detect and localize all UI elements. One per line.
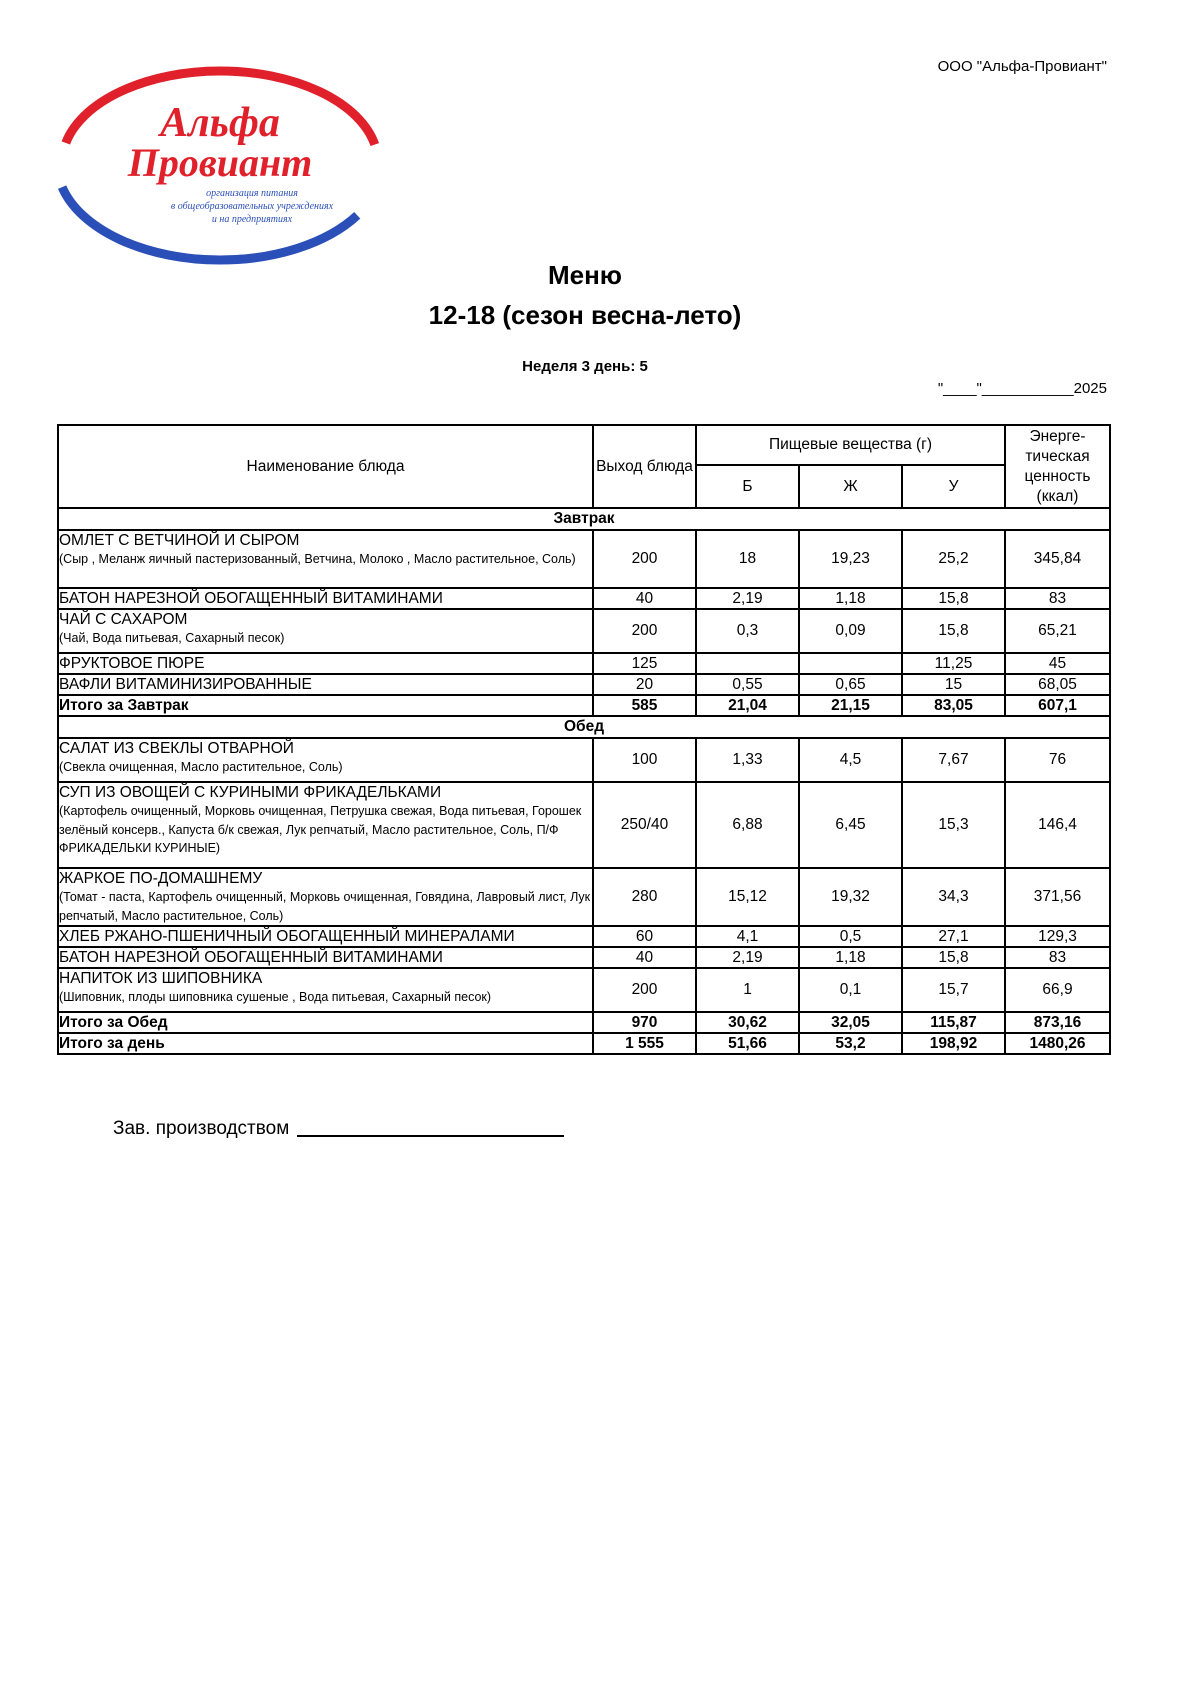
cell-energy: 607,1 (1005, 695, 1110, 716)
table-row (58, 674, 1110, 695)
cell-output: 250/40 (593, 782, 696, 868)
header-energy: Энерге-тическая ценность (ккал) (1005, 425, 1110, 508)
signature-block (113, 1118, 564, 1140)
signature-line (297, 1135, 564, 1137)
table-row (58, 738, 1110, 782)
page-title: Меню (547, 260, 623, 290)
cell-fat: 1,18 (799, 588, 902, 609)
cell-protein: 21,04 (696, 695, 799, 716)
logo-tagline3: и на предприятиях (211, 214, 293, 225)
page-subtitle: 12-18 (сезон весна-лето) (428, 300, 742, 330)
table-row (58, 947, 1110, 968)
cell-energy: 76 (1005, 738, 1110, 782)
cell-energy: 146,4 (1005, 782, 1110, 868)
cell-energy: 1480,26 (1005, 1033, 1110, 1054)
cell-protein: 0,55 (696, 674, 799, 695)
cell-protein: 1,33 (696, 738, 799, 782)
cell-fat: 0,09 (799, 609, 902, 653)
cell-energy: 371,56 (1005, 868, 1110, 926)
cell-carbs: 115,87 (902, 1012, 1005, 1033)
section-row (58, 508, 1110, 530)
day-total-row (58, 1033, 1110, 1054)
cell-energy: 345,84 (1005, 530, 1110, 588)
dish-name: ФРУКТОВОЕ ПЮРЕ (59, 655, 205, 672)
section-title: Завтрак (58, 508, 1110, 530)
week-day-label: Неделя 3 день: 5 (522, 358, 648, 375)
table-row (58, 530, 1110, 588)
header-nutrients: Пищевые вещества (г) (696, 425, 1005, 465)
cell-protein: 15,12 (696, 868, 799, 926)
cell-carbs: 25,2 (902, 530, 1005, 588)
table-row (58, 782, 1110, 868)
cell-protein (696, 653, 799, 674)
cell-protein: 51,66 (696, 1033, 799, 1054)
dish-name: САЛАТ ИЗ СВЕКЛЫ ОТВАРНОЙ (59, 740, 294, 757)
date-field: "____"___________2025 (937, 380, 1107, 397)
dish-cell (58, 588, 593, 609)
dish-name: ЧАЙ С САХАРОМ (59, 611, 188, 628)
cell-fat: 4,5 (799, 738, 902, 782)
dish-cell (58, 609, 593, 653)
table-row (58, 609, 1110, 653)
dish-composition: (Картофель очищенный, Морковь очищенная, Петрушка свежая, Вода питьевая, Горошек зелёный консерв., Капуста б/к свежая, Лук репчатый, Масло растительное, Соль, П/Ф ФРИКАДЕЛЬКИ КУРИНЫЕ) (59, 804, 582, 855)
header-fat: Ж (799, 465, 902, 508)
logo-line1: Альфа (160, 100, 280, 146)
cell-protein: 1 (696, 968, 799, 1012)
cell-output: 280 (593, 868, 696, 926)
dish-cell (58, 947, 593, 968)
dish-cell (58, 674, 593, 695)
table-row (58, 968, 1110, 1012)
dish-name: ХЛЕБ РЖАНО-ПШЕНИЧНЫЙ ОБОГАЩЕННЫЙ МИНЕРАЛАМИ (59, 928, 515, 945)
cell-output: 60 (593, 926, 696, 947)
section-title: Обед (58, 716, 1110, 738)
header-dish-name: Наименование блюда (58, 425, 593, 508)
cell-output: 20 (593, 674, 696, 695)
cell-protein: 30,62 (696, 1012, 799, 1033)
cell-output: 200 (593, 609, 696, 653)
cell-carbs: 7,67 (902, 738, 1005, 782)
table-row (58, 653, 1110, 674)
dish-cell (58, 968, 593, 1012)
dish-name: БАТОН НАРЕЗНОЙ ОБОГАЩЕННЫЙ ВИТАМИНАМИ (59, 949, 443, 966)
cell-fat: 0,5 (799, 926, 902, 947)
table-row (58, 926, 1110, 947)
cell-carbs: 83,05 (902, 695, 1005, 716)
cell-carbs: 11,25 (902, 653, 1005, 674)
cell-carbs: 15,8 (902, 947, 1005, 968)
cell-carbs: 15,7 (902, 968, 1005, 1012)
logo-tagline1: организация питания (206, 188, 298, 199)
cell-energy: 68,05 (1005, 674, 1110, 695)
total-label: Итого за Обед (58, 1012, 593, 1033)
dish-cell (58, 653, 593, 674)
dish-cell (58, 530, 593, 588)
total-row (58, 1012, 1110, 1033)
cell-fat: 19,23 (799, 530, 902, 588)
cell-fat: 53,2 (799, 1033, 902, 1054)
total-row (58, 695, 1110, 716)
cell-protein: 18 (696, 530, 799, 588)
dish-name: НАПИТОК ИЗ ШИПОВНИКА (59, 970, 263, 987)
dish-composition: (Томат - паста, Картофель очищенный, Морковь очищенная, Говядина, Лавровый лист, Лук репчатый, Масло растительное, Соль) (59, 890, 591, 923)
cell-output: 585 (593, 695, 696, 716)
dish-cell (58, 926, 593, 947)
cell-output: 200 (593, 530, 696, 588)
cell-output: 40 (593, 588, 696, 609)
header-carbs: У (902, 465, 1005, 508)
cell-fat: 1,18 (799, 947, 902, 968)
cell-output: 100 (593, 738, 696, 782)
cell-carbs: 34,3 (902, 868, 1005, 926)
cell-energy: 65,21 (1005, 609, 1110, 653)
dish-composition: (Чай, Вода питьевая, Сахарный песок) (59, 631, 285, 645)
cell-fat: 6,45 (799, 782, 902, 868)
dish-composition: (Шиповник, плоды шиповника сушеные , Вода питьевая, Сахарный песок) (59, 990, 492, 1004)
cell-carbs: 198,92 (902, 1033, 1005, 1054)
cell-output: 40 (593, 947, 696, 968)
cell-protein: 4,1 (696, 926, 799, 947)
table-row (58, 588, 1110, 609)
company-logo (52, 58, 388, 268)
cell-energy: 83 (1005, 947, 1110, 968)
cell-carbs: 27,1 (902, 926, 1005, 947)
header-output: Выход блюда (593, 425, 696, 508)
cell-fat: 0,1 (799, 968, 902, 1012)
cell-output: 200 (593, 968, 696, 1012)
dish-name: ВАФЛИ ВИТАМИНИЗИРОВАННЫЕ (59, 676, 312, 693)
cell-carbs: 15,8 (902, 609, 1005, 653)
section-row (58, 716, 1110, 738)
cell-fat: 19,32 (799, 868, 902, 926)
dish-cell (58, 782, 593, 868)
cell-energy: 83 (1005, 588, 1110, 609)
cell-carbs: 15,3 (902, 782, 1005, 868)
logo-tagline2: в общеобразовательных учреждениях (170, 201, 334, 212)
cell-fat: 0,65 (799, 674, 902, 695)
cell-energy: 66,9 (1005, 968, 1110, 1012)
cell-fat (799, 653, 902, 674)
dish-name: ЖАРКОЕ ПО-ДОМАШНЕМУ (59, 870, 263, 887)
dish-composition: (Сыр , Меланж яичный пастеризованный, Ветчина, Молоко , Масло растительное, Соль) (59, 552, 576, 566)
cell-protein: 0,3 (696, 609, 799, 653)
table-row (58, 868, 1110, 926)
header-protein: Б (696, 465, 799, 508)
total-label: Итого за Завтрак (58, 695, 593, 716)
cell-fat: 21,15 (799, 695, 902, 716)
cell-output: 125 (593, 653, 696, 674)
cell-energy: 45 (1005, 653, 1110, 674)
cell-protein: 2,19 (696, 947, 799, 968)
dish-cell (58, 868, 593, 926)
cell-energy: 873,16 (1005, 1012, 1110, 1033)
dish-name: БАТОН НАРЕЗНОЙ ОБОГАЩЕННЫЙ ВИТАМИНАМИ (59, 590, 443, 607)
signature-label: Зав. производством (113, 1118, 290, 1139)
menu-table (57, 424, 1111, 1055)
cell-protein: 6,88 (696, 782, 799, 868)
dish-cell (58, 738, 593, 782)
company-name: ООО "Альфа-Провиант" (937, 58, 1107, 75)
cell-fat: 32,05 (799, 1012, 902, 1033)
logo-line2: Провиант (127, 140, 313, 185)
cell-carbs: 15,8 (902, 588, 1005, 609)
cell-protein: 2,19 (696, 588, 799, 609)
cell-energy: 129,3 (1005, 926, 1110, 947)
dish-name: СУП ИЗ ОВОЩЕЙ С КУРИНЫМИ ФРИКАДЕЛЬКАМИ (59, 784, 442, 801)
menu-body (58, 508, 1110, 1054)
day-total-label: Итого за день (58, 1033, 593, 1054)
cell-output: 970 (593, 1012, 696, 1033)
cell-output: 1 555 (593, 1033, 696, 1054)
dish-composition: (Свекла очищенная, Масло растительное, Соль) (59, 760, 343, 774)
cell-carbs: 15 (902, 674, 1005, 695)
dish-name: ОМЛЕТ С ВЕТЧИНОЙ И СЫРОМ (59, 532, 300, 549)
